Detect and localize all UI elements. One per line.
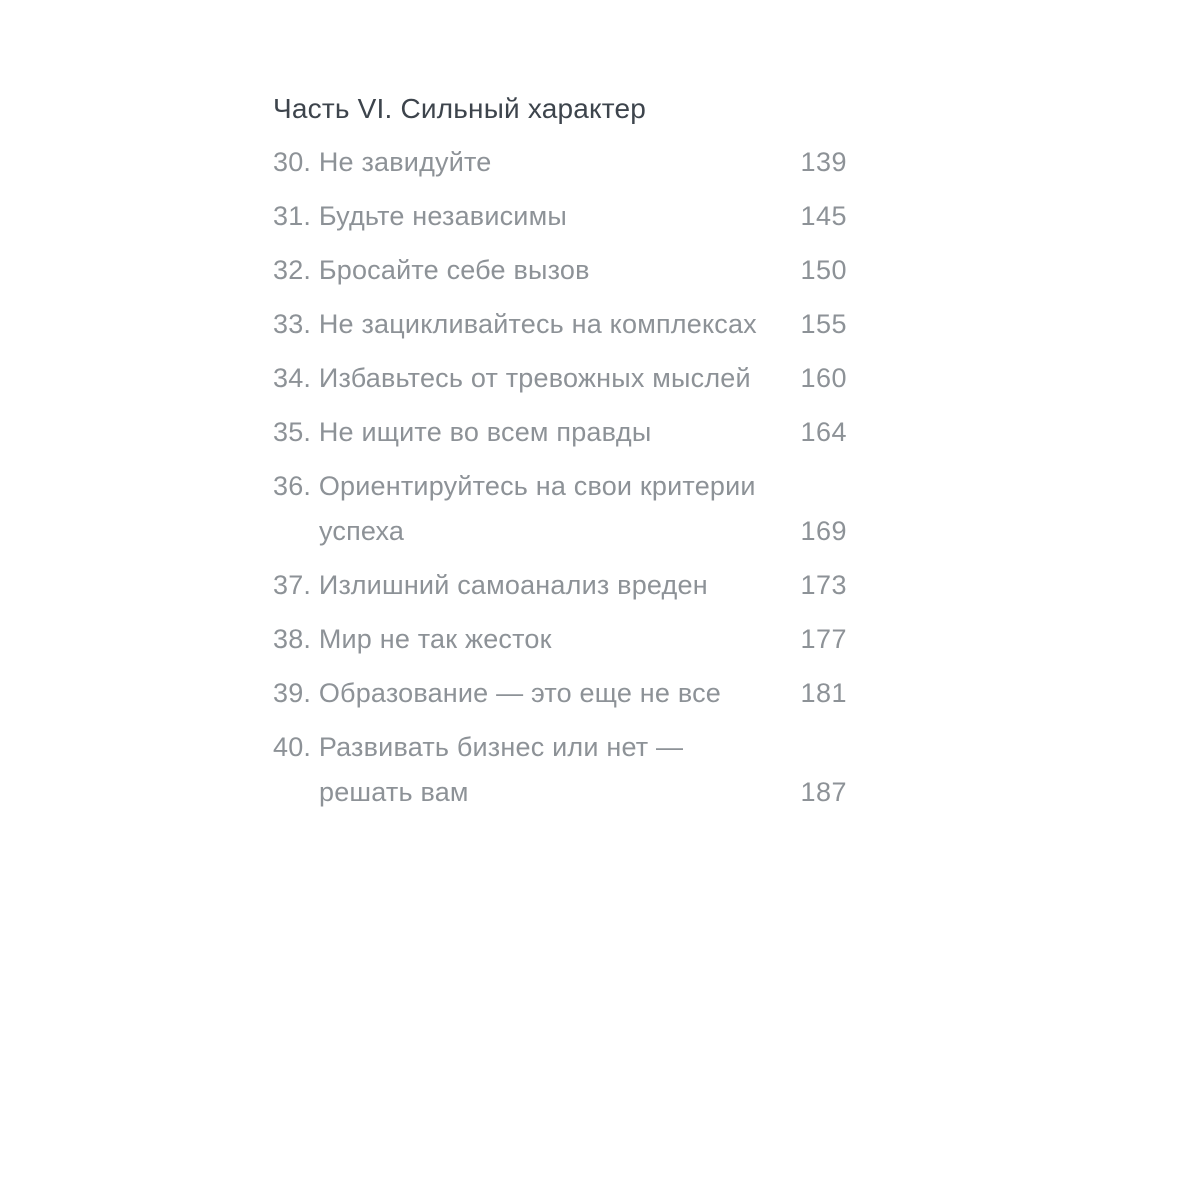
toc-entry-page-number: 150 bbox=[800, 255, 847, 285]
toc-entry-title bbox=[273, 563, 780, 608]
toc-entry-title bbox=[273, 356, 780, 401]
toc-entry-page-number: 160 bbox=[800, 363, 847, 393]
toc-entry-title bbox=[273, 464, 780, 554]
toc-entry bbox=[273, 563, 847, 608]
toc-entry bbox=[273, 302, 847, 347]
toc-entry-page-number: 155 bbox=[800, 309, 847, 339]
toc-entry-title-line: 37. Излишний самоанализ вреден bbox=[273, 570, 708, 600]
toc-entry bbox=[273, 248, 847, 293]
toc-content bbox=[273, 86, 847, 815]
toc-entry-title-continuation: решать вам bbox=[319, 777, 469, 807]
toc-entry bbox=[273, 410, 847, 455]
toc-entry bbox=[273, 356, 847, 401]
toc-entry-title-line: 39. Образование — это еще не все bbox=[273, 678, 721, 708]
toc-entry bbox=[273, 194, 847, 239]
toc-entry bbox=[273, 725, 847, 815]
toc-entry-title-line: 33. Не зацикливайтесь на комплексах bbox=[273, 309, 757, 339]
toc-entry-page-number: 187 bbox=[800, 777, 847, 807]
toc-entry-title bbox=[273, 302, 780, 347]
toc-entry-title-line: 36. Ориентируйтесь на свои критерии bbox=[273, 471, 756, 501]
toc-entry-title bbox=[273, 248, 780, 293]
toc-entry-page-number: 177 bbox=[800, 624, 847, 654]
toc-entry-title bbox=[273, 617, 780, 662]
toc-entry-page-number: 181 bbox=[800, 678, 847, 708]
toc-entry bbox=[273, 617, 847, 662]
toc-entry bbox=[273, 140, 847, 185]
toc-entry-page-number: 164 bbox=[800, 417, 847, 447]
section-title: Часть VI. Сильный характер bbox=[273, 93, 647, 124]
toc-entry-title bbox=[273, 410, 780, 455]
toc-list bbox=[273, 140, 847, 815]
toc-entry-title-continuation: успеха bbox=[319, 516, 405, 546]
toc-entry bbox=[273, 464, 847, 554]
toc-entry-title-line: 40. Развивать бизнес или нет — bbox=[273, 732, 684, 762]
toc-entry-title bbox=[273, 725, 780, 815]
toc-entry-title-line: 38. Мир не так жесток bbox=[273, 624, 552, 654]
toc-entry bbox=[273, 671, 847, 716]
toc-entry-title bbox=[273, 194, 780, 239]
toc-entry-page-number: 145 bbox=[800, 201, 847, 231]
toc-entry-title-line: 32. Бросайте себе вызов bbox=[273, 255, 590, 285]
toc-entry-page-number: 139 bbox=[800, 147, 847, 177]
toc-entry-page-number: 173 bbox=[800, 570, 847, 600]
toc-entry-title-line: 35. Не ищите во всем правды bbox=[273, 417, 652, 447]
toc-entry-title bbox=[273, 671, 780, 716]
toc-entry-title-line: 30. Не завидуйте bbox=[273, 147, 492, 177]
toc-entry-title-line: 31. Будьте независимы bbox=[273, 201, 567, 231]
toc-entry-page-number: 169 bbox=[800, 516, 847, 546]
toc-entry-title bbox=[273, 140, 780, 185]
toc-entry-title-line: 34. Избавьтесь от тревожных мыслей bbox=[273, 363, 751, 393]
